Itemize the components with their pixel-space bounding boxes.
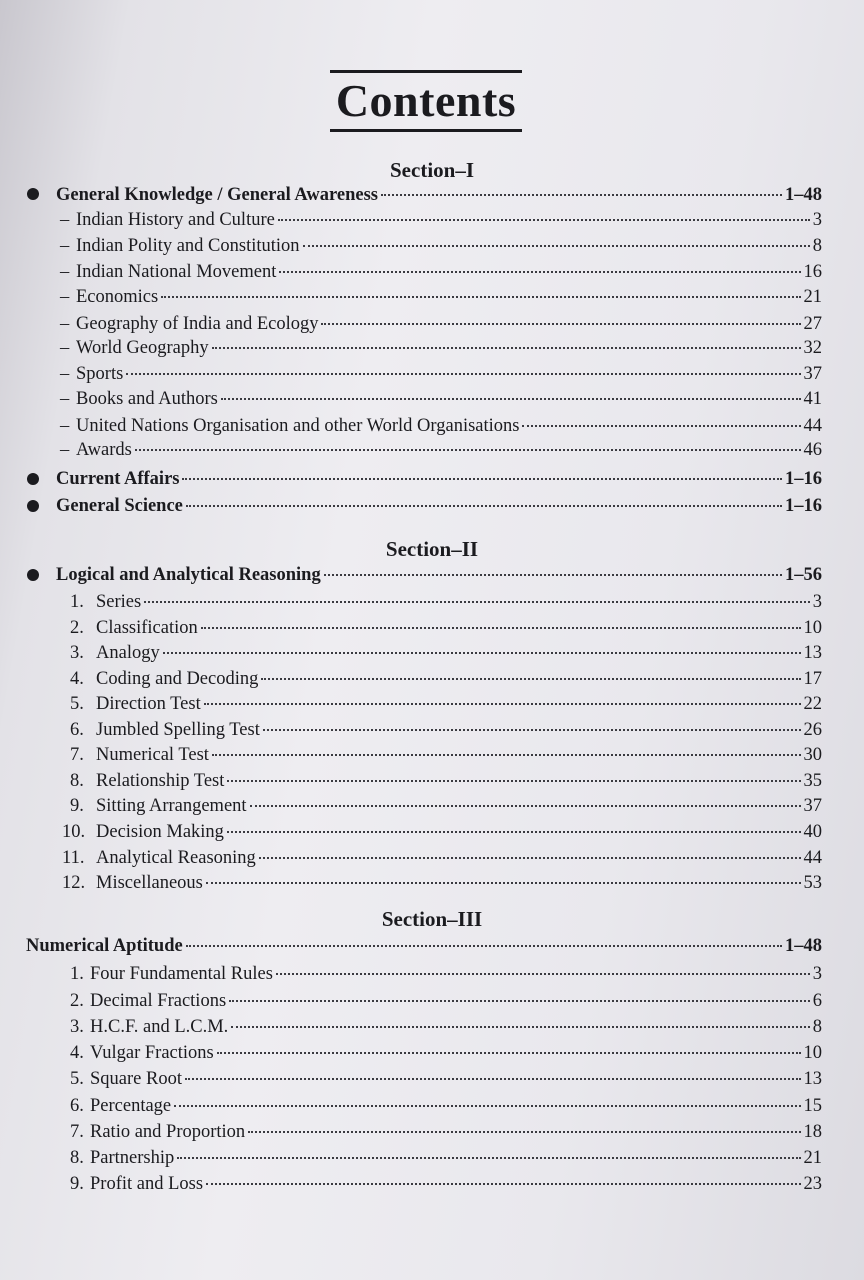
toc-entry: 4. Vulgar Fractions 10 xyxy=(70,1043,822,1063)
toc-entry: 10. Decision Making 40 xyxy=(62,822,822,842)
toc-entry: 8. Relationship Test 35 xyxy=(70,771,822,791)
dash-icon: – xyxy=(60,364,70,384)
toc-entry: Numerical Aptitude 1–48 xyxy=(26,936,822,956)
toc-entry: – Books and Authors 41 xyxy=(60,389,822,409)
dash-icon: – xyxy=(60,236,70,256)
section-heading-2: Section–II xyxy=(385,537,479,561)
toc-entry: – Awards 46 xyxy=(60,440,822,460)
toc-entry: General Science 1–16 xyxy=(56,496,822,516)
toc-entry: 11. Analytical Reasoning 44 xyxy=(62,848,822,868)
toc-entry: 2. Decimal Fractions 6 xyxy=(70,991,822,1011)
title-block xyxy=(330,70,522,132)
toc-entry: 7. Numerical Test 30 xyxy=(70,745,822,765)
section-heading-1: Section–I xyxy=(390,158,474,182)
dash-icon: – xyxy=(60,314,70,334)
title-bottom-rule xyxy=(330,129,522,132)
toc-entry: – Indian Polity and Constitution 8 xyxy=(60,236,822,256)
toc-entry: 9. Sitting Arrangement 37 xyxy=(70,796,822,816)
toc-entry: – Indian History and Culture 3 xyxy=(60,210,822,230)
dash-icon: – xyxy=(60,262,70,282)
toc-entry: 3. H.C.F. and L.C.M. 8 xyxy=(70,1017,822,1037)
toc-entry: 4. Coding and Decoding 17 xyxy=(70,669,822,689)
toc-entry: 8. Partnership 21 xyxy=(70,1148,822,1168)
toc-entry: – Economics 21 xyxy=(60,287,822,307)
page-title: Contents xyxy=(335,75,517,126)
dash-icon: – xyxy=(60,440,70,460)
bullet-icon xyxy=(27,569,39,581)
toc-entry: 12. Miscellaneous 53 xyxy=(62,873,822,893)
bullet-icon xyxy=(27,188,39,200)
dash-icon: – xyxy=(60,287,70,307)
toc-entry: – Sports 37 xyxy=(60,364,822,384)
toc-entry: General Knowledge / General Awareness 1–48 xyxy=(56,185,822,205)
toc-entry: 5. Square Root 13 xyxy=(70,1069,822,1089)
dash-icon: – xyxy=(60,338,70,358)
toc-entry: Logical and Analytical Reasoning 1–56 xyxy=(56,565,822,585)
toc-entry: 1. Four Fundamental Rules 3 xyxy=(70,964,822,984)
dash-icon: – xyxy=(60,389,70,409)
toc-entry: 6. Percentage 15 xyxy=(70,1096,822,1116)
toc-entry: 6. Jumbled Spelling Test 26 xyxy=(70,720,822,740)
toc-entry: – World Geography 32 xyxy=(60,338,822,358)
toc-entry: 2. Classification 10 xyxy=(70,618,822,638)
toc-entry: 3. Analogy 13 xyxy=(70,643,822,663)
toc-entry: 5. Direction Test 22 xyxy=(70,694,822,714)
toc-entry: 7. Ratio and Proportion 18 xyxy=(70,1122,822,1142)
bullet-icon xyxy=(27,473,39,485)
dash-icon: – xyxy=(60,416,70,436)
toc-entry: 1. Series 3 xyxy=(70,592,822,612)
toc-entry: – Geography of India and Ecology 27 xyxy=(60,314,822,334)
toc-entry: – United Nations Organisation and other World Organisations 44 xyxy=(60,416,822,436)
toc-entry: Current Affairs 1–16 xyxy=(56,469,822,489)
section-heading-3: Section–III xyxy=(381,907,483,931)
toc-entry: 9. Profit and Loss 23 xyxy=(70,1174,822,1194)
bullet-icon xyxy=(27,500,39,512)
dash-icon: – xyxy=(60,210,70,230)
toc-entry: – Indian National Movement 16 xyxy=(60,262,822,282)
